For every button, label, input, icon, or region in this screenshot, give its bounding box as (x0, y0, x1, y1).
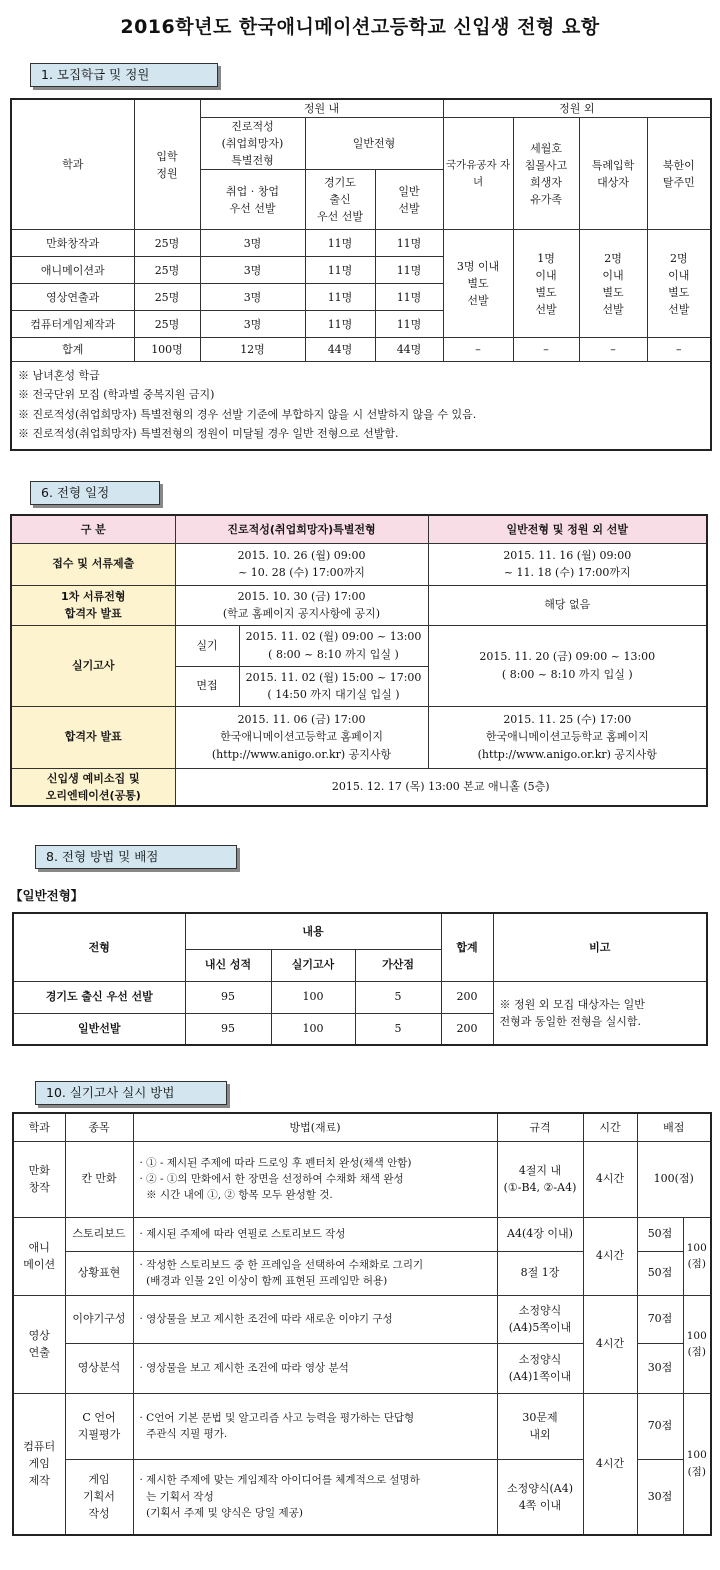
header-dept: 학과 (11, 99, 134, 230)
schedule-table (10, 514, 708, 807)
total-row: 합계 100명 12명 44명 44명 – – – – (11, 338, 711, 362)
header-spec: 규격 (497, 1113, 583, 1141)
practical-table (12, 1112, 712, 1536)
sewol-value: 1명 이내 별도 선발 (513, 230, 579, 338)
section-label-schedule: 6. 전형 일정 (30, 481, 160, 505)
header-veteran: 국가유공자 자녀 (443, 118, 513, 230)
header-method: 방법(재료) (133, 1113, 497, 1141)
row-label-apply: 접수 및 서류제출 (11, 543, 175, 585)
practical-label: 실기 (175, 625, 239, 666)
page-title: 2016학년도 한국애니메이션고등학교 신입생 전형 요항 (120, 16, 600, 38)
table-row: 영상 연출 이야기구성 · 영상물을 보고 제시한 조건에 따라 새로운 이야기 구성 소정양식 (A4)5쪽이내 4시간 70점 100 (점) (13, 1295, 711, 1343)
header-practical: 실기고사 (271, 949, 355, 981)
header-career-track: 진로적성(취업희망자)특별전형 (175, 515, 428, 543)
section-label-practical: 10. 실기고사 실시 방법 (35, 1081, 227, 1105)
row-label-exam: 실기고사 (11, 625, 175, 706)
note-item: ※ 진로적성(취업희망자) 특별전형의 정원이 미달될 경우 일반 전형으로 선발함. (18, 426, 399, 440)
table-row: 영상연출과 25명 3명 11명 11명 (11, 284, 711, 311)
header-bonus: 가산점 (355, 949, 441, 981)
section-label-quota: 1. 모집학급 및 정원 (30, 63, 218, 87)
header-content: 내용 (185, 913, 441, 949)
header-special: 특례입학 대상자 (579, 118, 647, 230)
header-time: 시간 (583, 1113, 637, 1141)
table-row: 컴퓨터 게임 제작 C 언어 지필평가 · C언어 기본 문법 및 알고리즘 사고 능력을 평가하는 단답형 주관식 지필 평가. 30문제 내외 4시간 70점 100 (점) (13, 1393, 711, 1459)
header-general: 일반전형 (305, 118, 443, 170)
header-type: 전형 (13, 913, 185, 981)
remark-text: ※ 정원 외 모집 대상자는 일반 전형과 동일한 전형을 실시함. (493, 981, 707, 1045)
header-sewol: 세월호 침몰사고 희생자 유가족 (513, 118, 579, 230)
header-total: 합계 (441, 913, 493, 981)
practical-value: 2015. 11. 02 (월) 09:00 ~ 13:00 ( 8:00 ~ 8:10 까지 입실 ) (239, 625, 428, 666)
header-general-sub: 일반 선발 (375, 170, 443, 230)
table-row: 일반선발 95 100 5 200 (13, 1013, 707, 1045)
header-career-sub: 취업 · 창업 우선 선발 (200, 170, 305, 230)
orientation-value: 2015. 12. 17 (목) 13:00 본교 애니홀 (5층) (175, 768, 707, 806)
header-remark: 비고 (493, 913, 707, 981)
first-general: 해당 없음 (428, 585, 707, 625)
announce-general: 2015. 11. 25 (수) 17:00 한국애니메이션고등학교 홈페이지 (http://www.anigo.or.kr) 공지사항 (428, 706, 707, 768)
header-quota: 입학 정원 (134, 99, 200, 230)
table-row: 상황표현 · 작성한 스토리보드 중 한 프레임을 선택하여 수채화로 그리기 (배경과 인물 2인 이상이 함께 표현된 프레임만 허용) 8절 1장 50점 (13, 1251, 711, 1295)
header-item: 종목 (65, 1113, 133, 1141)
quota-notes (11, 362, 711, 450)
announce-career: 2015. 11. 06 (금) 17:00 한국애니메이션고등학교 홈페이지 (http://www.anigo.or.kr) 공지사항 (175, 706, 428, 768)
header-defector: 북한이 탈주민 (647, 118, 711, 230)
note-item: ※ 진로적성(취업희망자) 특별전형의 경우 선발 기준에 부합하지 않을 시 선발하지 않을 수 있음. (18, 407, 477, 421)
apply-career: 2015. 10. 26 (월) 09:00 ~ 10. 28 (수) 17:00까지 (175, 543, 428, 585)
table-row: 게임 기획서 작성 · 제시한 주제에 맞는 게임제작 아이디어를 체계적으로 설명하 는 기획서 작성 (기획서 주제 및 양식은 당일 제공) 소정양식(A4) 4쪽 이내 30점 (13, 1459, 711, 1535)
note-item: ※ 전국단위 모집 (학과별 중복지원 금지) (18, 388, 215, 402)
table-row: 영상분석 · 영상물을 보고 제시한 조건에 따라 영상 분석 소정양식 (A4)1쪽이내 30점 (13, 1343, 711, 1393)
table-row: 컴퓨터게임제작과 25명 3명 11명 11명 (11, 311, 711, 338)
apply-general: 2015. 11. 16 (월) 09:00 ~ 11. 18 (수) 17:00까지 (428, 543, 707, 585)
general-track-subheading: 【일반전형】 (10, 888, 84, 903)
row-label-first: 1차 서류전형 합격자 발표 (11, 585, 175, 625)
header-inside: 정원 내 (200, 99, 443, 118)
table-row: 애니 메이션 스토리보드 · 제시된 주제에 따라 연필로 스토리보드 작성 A4(4장 이내) 4시간 50점 100 (점) (13, 1217, 711, 1251)
header-general-track: 일반전형 및 정원 외 선발 (428, 515, 707, 543)
defector-value: 2명 이내 별도 선발 (647, 230, 711, 338)
table-row: 경기도 출신 우선 선발 95 100 5 200 ※ 정원 외 모집 대상자는 일반 전형과 동일한 전형을 실시함. (13, 981, 707, 1013)
section-label-method: 8. 전형 방법 및 배점 (35, 845, 237, 869)
quota-table (10, 98, 712, 451)
row-label-orientation: 신입생 예비소집 및 오리엔테이션(공통) (11, 768, 175, 806)
header-score: 배점 (637, 1113, 711, 1141)
header-outside: 정원 외 (443, 99, 711, 118)
header-category: 구 분 (11, 515, 175, 543)
veteran-value: 3명 이내 별도 선발 (443, 230, 513, 338)
note-item: ※ 남녀혼성 학급 (18, 369, 100, 383)
row-label-announce: 합격자 발표 (11, 706, 175, 768)
interview-value: 2015. 11. 02 (월) 15:00 ~ 17:00 ( 14:50 까지 대기실 입실 ) (239, 666, 428, 706)
table-row: 애니메이션과 25명 3명 11명 11명 (11, 257, 711, 284)
header-gyeonggi: 경기도 출신 우선 선발 (305, 170, 375, 230)
header-dept: 학과 (13, 1113, 65, 1141)
first-career: 2015. 10. 30 (금) 17:00 (학교 홈페이지 공지사항에 공지) (175, 585, 428, 625)
score-table (12, 912, 708, 1046)
table-row: 만화창작과 25명 3명 11명 11명 3명 이내 별도 선발 1명 이내 별도 선발 2명 이내 별도 선발 2명 이내 별도 선발 (11, 230, 711, 257)
exam-general: 2015. 11. 20 (금) 09:00 ~ 13:00 ( 8:00 ~ 8:10 까지 입실 ) (428, 625, 707, 706)
header-career: 진로적성 (취업희망자) 특별전형 (200, 118, 305, 170)
header-grades: 내신 성적 (185, 949, 271, 981)
table-row: 만화 창작 칸 만화 · ① - 제시된 주제에 따라 드로잉 후 펜터치 완성(채색 안함) · ② - ①의 만화에서 한 장면을 선정하여 수채화 채색 완성 ※ 시간 내에 ①, ② 항목 모두 완성할 것. 4절지 내 (①-B4, ②-A4) 4시간 100(점) (13, 1141, 711, 1217)
interview-label: 면접 (175, 666, 239, 706)
special-value: 2명 이내 별도 선발 (579, 230, 647, 338)
